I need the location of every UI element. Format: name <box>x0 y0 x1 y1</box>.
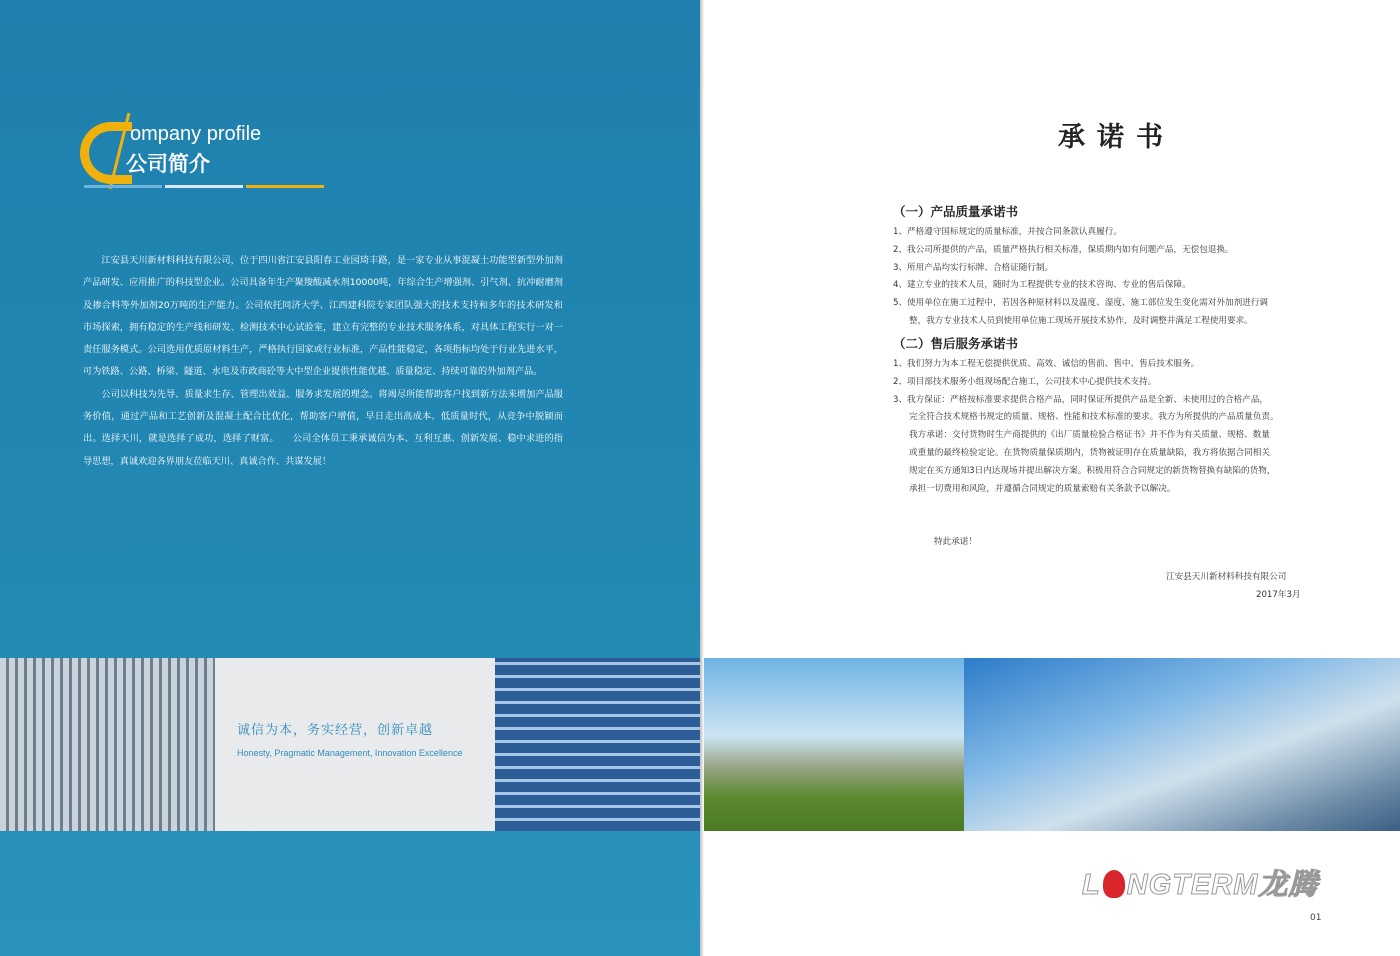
page-number: 01 <box>1310 913 1322 923</box>
list-item: 规定在买方通知3日内达现场并提出解决方案。积极用符合合同规定的新货物替换有缺陷的货物， <box>909 465 1276 476</box>
list-item: 完全符合技术规格书规定的质量、规格、性能和技术标准的要求。我方为所提供的产品质量负责。 <box>909 412 1279 423</box>
list-item: 或重量的最终检验定论。在货物质量保质期内，货物被证明存在质量缺陷，我方将依据合同相关 <box>909 447 1270 458</box>
bridge-photo <box>704 658 964 831</box>
glass-building-photo <box>495 658 700 831</box>
divider <box>165 185 243 188</box>
list-item: 我方承诺：交付货物时生产商提供的《出厂质量检验合格证书》并不作为有关质量、规格、数量 <box>909 430 1270 441</box>
list-item: 3、所用产品均实行标牌、合格证随行制。 <box>893 262 1054 273</box>
dragon-icon <box>1103 870 1125 898</box>
list-item: 1、我们努力为本工程无偿提供优质、高效、诚信的售前、售中、售后技术服务。 <box>893 359 1200 369</box>
list-item: 1、严格遵守国标规定的质量标准，并按合同条款认真履行。 <box>893 227 1122 237</box>
title-en: ompany profile <box>130 123 262 145</box>
paragraph: 江安县天川新材料科技有限公司，位于四川省江安县阳春工业园琦丰路，是一家专业从事混凝土功能型新型外加剂产品研发、应用推广的科技型企业。公司具备年生产聚羧酸减水剂10000吨，年综合生产增强剂、引气剂、抗冲耐磨剂及掺合料等外加剂20万吨的生产能力。公司依托同济大学、江西建科院专家团队强大的技术支持和多年的技术研发和市场探索，拥有稳定的生产线和研发、检测技术中心试验室，建立有完整的专业技术服务体系，对具体工程实行一对一责任服务模式。公司选用优质原材料生产，严格执行国家或行业标准，产品性能稳定，各项指标均处于行业先进水平，可为铁路、公路、桥梁、隧道、水电及市政商砼等大中型企业提供性能优越、质量稳定、持续可靠的外加剂产品。 <box>83 255 563 378</box>
paragraph: 公司以科技为先导、质量求生存、管理出效益、服务求发展的理念。将竭尽所能帮助客户找到新方法来增加产品服务价值，通过产品和工艺创新及混凝土配合比优化，帮助客户增值，早日走出高成本、低质量时代，从竞争中脱颖而出。选择天川，就是选择了成功，选择了财富。 公司全体员工秉承诚信为本、互利互惠、创新发展、稳中求进的指导思想，真诚欢迎各界朋友莅临天川、真诚合作、共谋发展！ <box>83 388 563 467</box>
list-item: 承担一切费用和风险，并遵循合同规定的质量索赔有关条款予以解决。 <box>909 483 1176 494</box>
slogan-panel <box>215 658 495 831</box>
date: 2017年3月 <box>1256 590 1301 600</box>
list-item: 整，我方专业技术人员到使用单位施工现场开展技术协作，及时调整并满足工程使用要求。 <box>909 315 1253 326</box>
slogan-en: Honesty, Pragmatic Management, Innovation Excellence <box>237 748 463 758</box>
divider <box>246 185 324 188</box>
service-items <box>893 356 1343 498</box>
closing-text: 特此承诺！ <box>934 537 977 547</box>
watermark-logo: L NGTERM龙腾 <box>1082 869 1319 901</box>
slogan-cn: 诚信为本，务实经营，创新卓越 <box>237 723 434 738</box>
list-item: 5、使用单位在施工过程中，若因各种原材料以及温度、湿度、施工部位发生变化需对外加剂进行调 <box>893 298 1269 309</box>
profile-text <box>83 250 563 473</box>
list-item: 2、我公司所提供的产品，质量严格执行相关标准，保质期内如有问题产品，无偿包退换。 <box>893 244 1234 255</box>
section-quality-heading: （一）产品质量承诺书 <box>893 204 1019 219</box>
section-service-heading: （二）售后服务承诺书 <box>893 336 1019 351</box>
quality-items <box>893 224 1343 331</box>
company-signature: 江安县天川新材料科技有限公司 <box>1166 572 1287 582</box>
divider <box>84 185 162 188</box>
list-item: 2、项目部技术服务小组现场配合施工，公司技术中心提供技术支持。 <box>893 376 1157 387</box>
list-item: 3、我方保证：严格按标准要求提供合格产品，同时保证所提供产品是全新、未使用过的合格产品， <box>893 394 1269 405</box>
building-photo <box>0 658 215 831</box>
title-cn: 公司简介 <box>126 152 210 176</box>
list-item: 4、建立专业的技术人员，随时为工程提供专业的技术咨询、专业的售后保障。 <box>893 280 1191 291</box>
skyscraper-photo <box>964 658 1400 831</box>
page-title: 承诺书 <box>1058 122 1175 153</box>
